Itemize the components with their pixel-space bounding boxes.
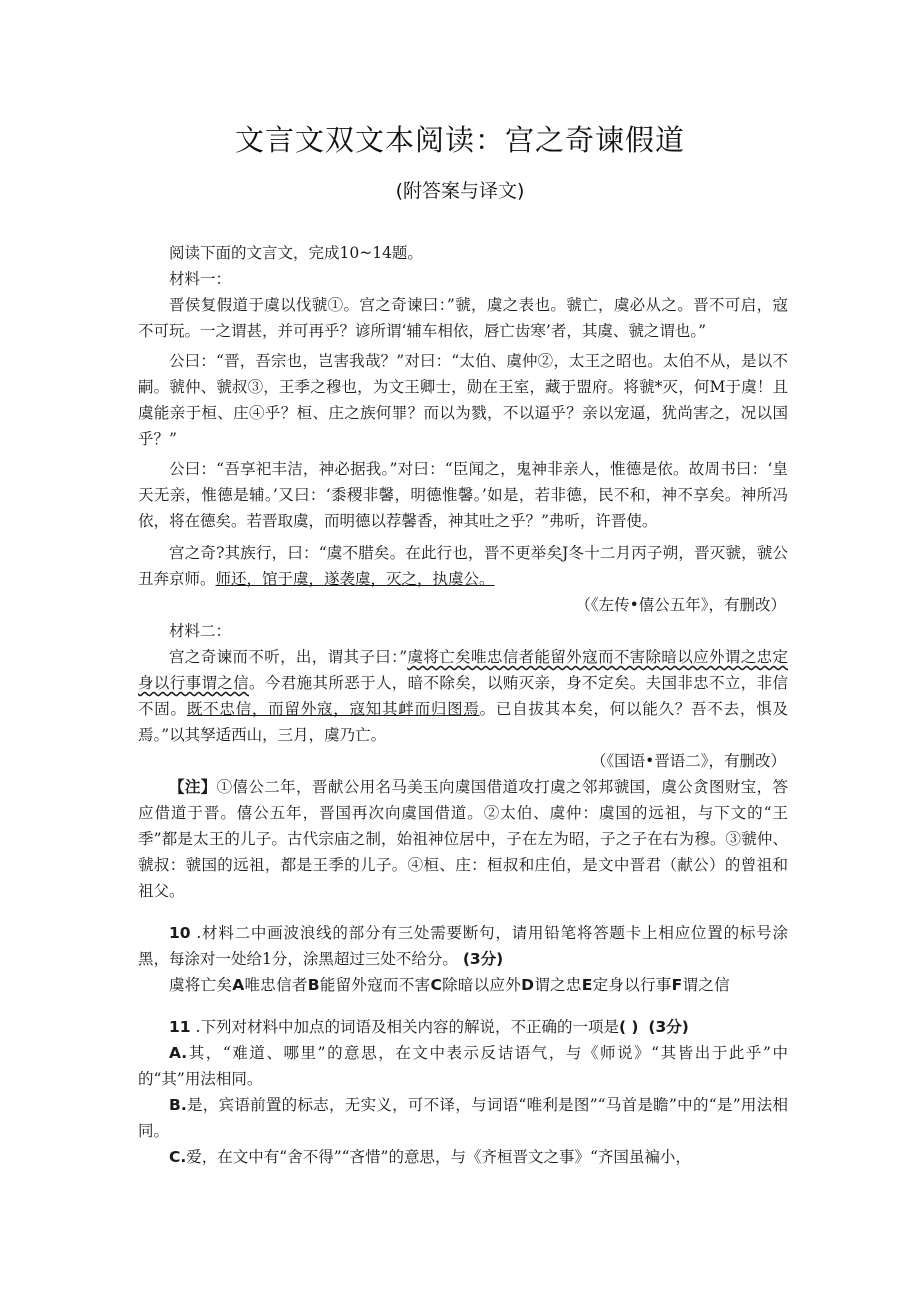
- break-marker-B[interactable]: B: [307, 976, 320, 994]
- break-marker-C[interactable]: C: [430, 976, 443, 994]
- option-text: 是，宾语前置的标志，无实义，可不译，与词语“唯利是图”“马首是瞻”中的“是”用法相同。: [138, 1096, 788, 1140]
- material2-paragraph: [138, 644, 788, 748]
- question-10: [138, 920, 788, 972]
- question-10-text: .材料二中画波浪线的部分有三处需要断句，请用铅笔将答题卡上相应位置的标号涂黑，每涂对一处给1分，涂黑超过三处不给分。: [138, 924, 788, 968]
- notes-paragraph: [138, 774, 788, 904]
- material2-label: 材料二：: [169, 622, 232, 640]
- option-c[interactable]: [138, 1144, 788, 1170]
- page-title: 文言文双文本阅读：宫之奇谏假道: [234, 123, 685, 157]
- material2-source: （《国语•晋语二》，有删改）: [590, 752, 786, 770]
- break-marker-E[interactable]: E: [581, 976, 593, 994]
- option-b[interactable]: [138, 1092, 788, 1144]
- question-11-options: [138, 1040, 788, 1170]
- question-11-number: 11: [169, 1018, 191, 1036]
- sequence-segment: 定身以行事: [592, 976, 672, 994]
- material2-underlined: 既不忠信，而留外寇，寇知其衅而归图焉: [186, 700, 480, 718]
- material2-text-a: 宫之奇谏而不听，出，谓其子曰：”: [169, 648, 408, 666]
- question-11: [138, 1014, 788, 1040]
- option-key: A.: [169, 1044, 188, 1062]
- material1-source: （《左传•僖公五年》，有删改）: [575, 596, 786, 614]
- question-11-text: .下列对材料中加点的词语及相关内容的解说，不正确的一项是: [195, 1018, 619, 1036]
- question-10-number: 10: [169, 924, 191, 942]
- material2-text-c: 。已自拔其本矣，何以能久？吾不去，惧及焉。”以其孥适西山，三月，虞乃亡。: [138, 700, 788, 744]
- notes-text: ①僖公二年，晋献公用名马美玉向虞国借道攻打虞之邻邦虢国，虞公贪图财宝，答应借道于晋。僖公五年，晋国再次向虞国借道。②太伯、虞仲：虞国的远祖，与下文的“王季”都是太王的儿子。古代宗庙之制，始祖神位居中，子在左为昭，子之子在右为穆。③虢仲、虢叔：虢国的远祖，都是王季的儿子。④桓、庄：桓叔和庄伯，是文中晋君（献公）的曾祖和祖父。: [138, 778, 788, 900]
- sequence-segment: 能留外寇而不害: [319, 976, 431, 994]
- material1-paragraph-1: 晋侯复假道于虞以伐虢①。宫之奇谏曰：”虢，虞之表也。虢亡，虞必从之。晋不可启，寇不可玩。一之谓甚，并可再乎？谚所谓‘辅车相依，唇亡齿寒’者，其虞、虢之谓也。”: [138, 296, 788, 340]
- material1-paragraph-3: 公曰：“吾享祀丰洁，神必据我。”对曰：“臣闻之，鬼神非亲人，惟德是依。故周书曰：‘皇天无亲，惟德是辅。’又曰：‘黍稷非馨，明德惟馨。’如是，若非德，民不和，神不享矣。神所冯依，将在德矣。若晋取虞，而明德以荐馨香，神其吐之乎？”弗听，许晋使。: [138, 460, 788, 530]
- material1-paragraph-2: 公曰：“晋，吾宗也，岂害我哉？”对曰：“太伯、虞仲②，太王之昭也。太伯不从，是以不嗣。虢仲、虢叔③，王季之穆也，为文王卿士，勋在王室，藏于盟府。将虢*灭，何M于虞！且虞能亲于桓、庄④乎？桓、庄之族何罪？而以为戮，不以逼乎？亲以宠逼，犹尚害之，况以国乎？”: [138, 352, 788, 448]
- option-text: 爱，在文中有“舍不得”“吝惜”的意思，与《齐桓晋文之事》“齐国虽褊小，: [186, 1148, 691, 1166]
- option-a[interactable]: [138, 1040, 788, 1092]
- question-11-score: (3分): [648, 1018, 689, 1036]
- break-marker-A[interactable]: A: [232, 976, 245, 994]
- option-key: B.: [169, 1096, 187, 1114]
- option-text: 其，“难道、哪里”的意思，在文中表示反诘语气，与《师说》“其皆出于此乎”中的“其”用法相同。: [138, 1044, 788, 1088]
- sequence-segment: 虞将亡矣: [169, 976, 233, 994]
- notes-label: 【注】: [169, 778, 217, 796]
- option-key: C.: [169, 1148, 187, 1166]
- question-11-answer-paren: ( ): [618, 1018, 639, 1036]
- question-10-sequence: [138, 972, 788, 998]
- material1-p4-underlined: 师还，馆于虞，遂袭虞，灭之，执虞公。: [215, 570, 495, 588]
- break-marker-F[interactable]: F: [671, 976, 683, 994]
- document-body: [138, 240, 788, 1170]
- break-marker-D[interactable]: D: [521, 976, 535, 994]
- page-subtitle: (附答案与译文): [395, 180, 525, 202]
- sequence-segment: 谓之信: [682, 976, 730, 994]
- sequence-segment: 谓之忠: [534, 976, 582, 994]
- question-10-score: (3分): [462, 950, 504, 968]
- material1-label: 材料一：: [169, 270, 232, 288]
- material1-p4-text: 宫之奇?其族行，曰：“虞不腊矣。在此行也，晋不更举矣J冬十二月丙子朔，晋灭虢，虢公丑奔京师。: [138, 544, 788, 588]
- sequence-segment: 唯忠信者: [244, 976, 308, 994]
- sequence-segment: 除暗以应外: [442, 976, 522, 994]
- material1-paragraph-4: [138, 540, 788, 592]
- material2-text-b: 。今君施其所恶于人，暗不除矣，以贿灭亲，身不定矣。夫国非忠不立，非信不固。: [138, 674, 788, 718]
- material2-wavy-text: 虞将亡矣唯忠信者能留外寇而不害除暗以应外谓之忠定身以行事谓之信: [138, 648, 788, 692]
- intro-line: 阅读下面的文言文，完成10~14题。: [169, 244, 423, 262]
